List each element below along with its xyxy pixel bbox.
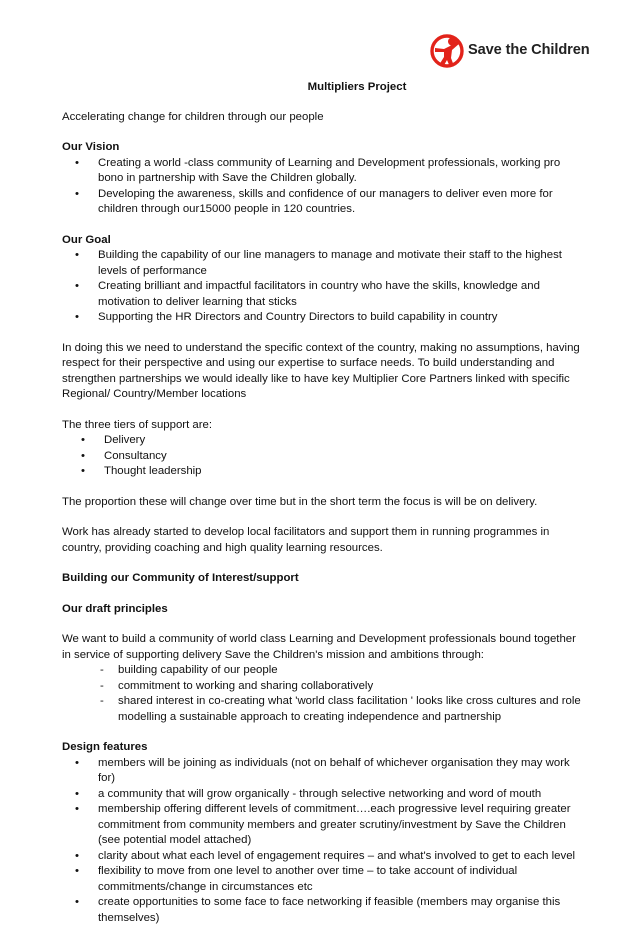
list-item: • clarity about what each level of engagement requires – and what's involved to get to each level bbox=[62, 849, 582, 865]
list-item: • Thought leadership bbox=[62, 464, 582, 480]
list-item: • Creating a world -class community of Learning and Development professionals, working pro bono in partnership with Save the Children globally. bbox=[62, 156, 582, 187]
tiers-list bbox=[62, 433, 582, 480]
list-item: • Building the capability of our line managers to manage and motivate their staff to the highest levels of performance bbox=[62, 248, 582, 279]
principles-heading: Our draft principles bbox=[62, 602, 582, 618]
community-heading: Building our Community of Interest/support bbox=[62, 571, 582, 587]
list-item: • create opportunities to some face to face networking if feasible (members may organise this themselves) bbox=[62, 895, 582, 926]
save-the-children-logo bbox=[430, 34, 590, 68]
list-item: • Supporting the HR Directors and Country Directors to build capability in country bbox=[62, 310, 582, 326]
child-figure-icon bbox=[430, 34, 464, 68]
vision-list bbox=[62, 156, 582, 218]
list-item: • members will be joining as individuals (not on behalf of whichever organisation they may work for) bbox=[62, 756, 582, 787]
tiers-intro: The three tiers of support are: bbox=[62, 418, 582, 434]
list-item: - building capability of our people bbox=[62, 663, 582, 679]
goal-heading: Our Goal bbox=[62, 233, 582, 249]
goal-list bbox=[62, 248, 582, 326]
list-item: - shared interest in co-creating what 'world class facilitation ' looks like cross cultures and role modelling a sustainable approach to creating independence and partnership bbox=[62, 694, 582, 725]
list-item: • Delivery bbox=[62, 433, 582, 449]
tagline: Accelerating change for children through our people bbox=[62, 110, 582, 126]
list-item: • Developing the awareness, skills and confidence of our managers to deliver even more for children through our15000 people in 120 countries. bbox=[62, 187, 582, 218]
list-item: • Creating brilliant and impactful facilitators in country who have the skills, knowledge and motivation to deliver learning that sticks bbox=[62, 279, 582, 310]
list-item: • a community that will grow organically - through selective networking and word of mouth bbox=[62, 787, 582, 803]
design-list bbox=[62, 756, 582, 926]
work-paragraph: Work has already started to develop local facilitators and support them in running programmes in country, providing coaching and high quality learning resources. bbox=[62, 525, 582, 556]
list-item: • Consultancy bbox=[62, 449, 582, 465]
vision-heading: Our Vision bbox=[62, 140, 582, 156]
list-item: - commitment to working and sharing collaboratively bbox=[62, 679, 582, 695]
document-body bbox=[62, 80, 582, 926]
proportion-paragraph: The proportion these will change over time but in the short term the focus is will be on delivery. bbox=[62, 495, 582, 511]
list-item: • flexibility to move from one level to another over time – to take account of individual commitments/change in circumstances etc bbox=[62, 864, 582, 895]
logo-wordmark: Save the Children bbox=[468, 43, 590, 59]
design-heading: Design features bbox=[62, 740, 582, 756]
context-paragraph: In doing this we need to understand the specific context of the country, making no assumptions, having respect for their perspective and using our expertise to surface needs. To build understanding and strengthen partnerships we would ideally like to have key Multiplier Core Partners linked with specific Regional/ Country/Member locations bbox=[62, 341, 582, 403]
principles-intro: We want to build a community of world class Learning and Development professionals bound together in service of supporting delivery Save the Children's mission and ambitions through: bbox=[62, 632, 582, 663]
document-title: Multipliers Project bbox=[62, 80, 582, 96]
list-item: • membership offering different levels of commitment….each progressive level requiring greater commitment from community members and greater scrutiny/investment by Save the Children (see potential model attached) bbox=[62, 802, 582, 849]
principles-list bbox=[62, 663, 582, 725]
